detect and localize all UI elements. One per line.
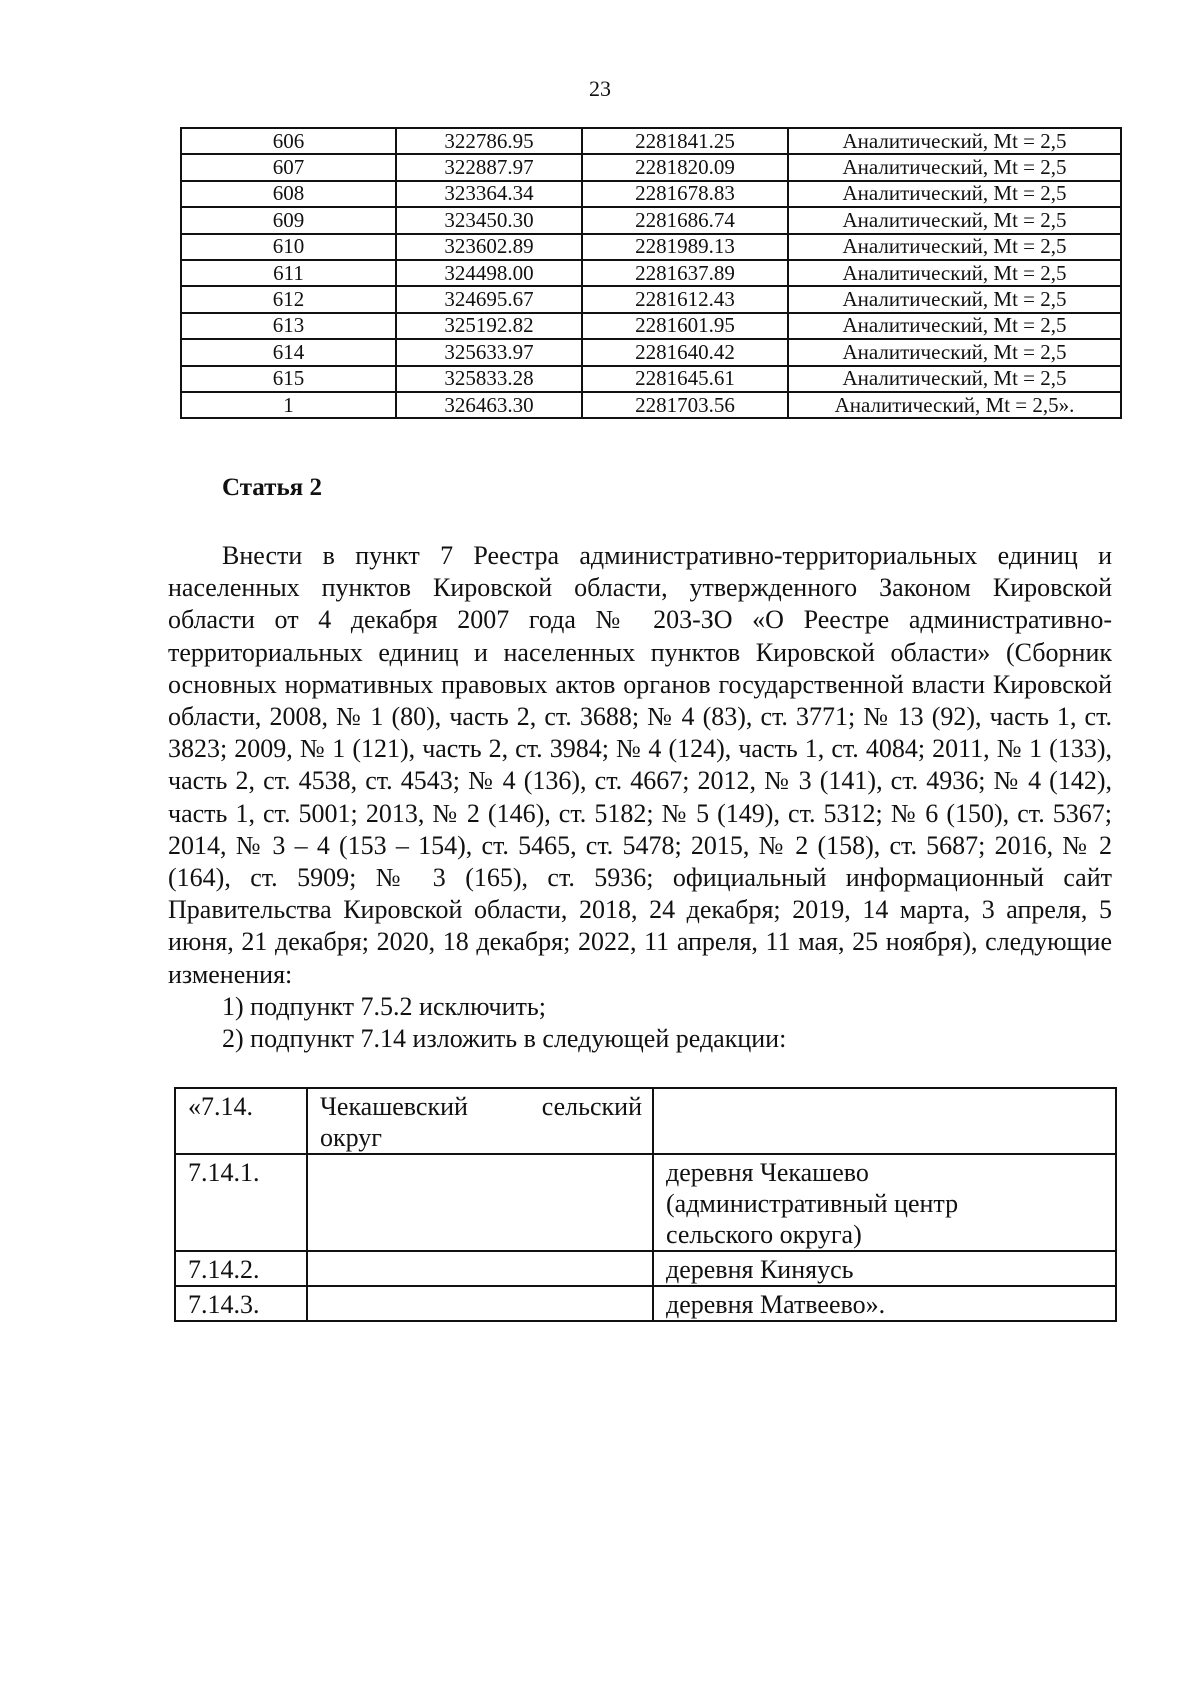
coordinate-y: 2281820.09 (582, 154, 788, 180)
settlement-name: деревня Чекашево (административный центр сельского округа) (653, 1154, 1116, 1251)
point-number: 610 (181, 234, 396, 260)
table-row (181, 154, 1121, 180)
method-accuracy: Аналитический, Mt = 2,5 (788, 154, 1121, 180)
coordinate-y: 2281645.61 (582, 366, 788, 392)
table-row (181, 366, 1121, 392)
amendment-item: 2) подпункт 7.14 изложить в следующей редакции: (222, 1024, 787, 1054)
point-number: 609 (181, 207, 396, 233)
coordinate-x: 325833.28 (396, 366, 582, 392)
coordinate-x: 326463.30 (396, 392, 582, 418)
coordinate-y: 2281678.83 (582, 181, 788, 207)
coordinate-y: 2281703.56 (582, 392, 788, 418)
method-accuracy: Аналитический, Mt = 2,5 (788, 286, 1121, 312)
coordinate-x: 324498.00 (396, 260, 582, 286)
table-row (181, 181, 1121, 207)
settlement-name: деревня Матвеево». (653, 1286, 1116, 1321)
article-title: Статья 2 (222, 474, 322, 501)
page-number: 23 (589, 76, 611, 101)
amendment-items (222, 991, 786, 1055)
table-row (175, 1251, 1116, 1286)
settlements-header-row (175, 1088, 1116, 1154)
coordinate-x: 323364.34 (396, 181, 582, 207)
district-name-part: округ (320, 1123, 382, 1152)
coordinate-y: 2281686.74 (582, 207, 788, 233)
settlement-code: 7.14.3. (175, 1286, 307, 1321)
method-accuracy: Аналитический, Mt = 2,5 (788, 181, 1121, 207)
point-number: 611 (181, 260, 396, 286)
coordinate-y: 2281612.43 (582, 286, 788, 312)
method-accuracy: Аналитический, Mt = 2,5 (788, 313, 1121, 339)
district-name-part: сельский (541, 1092, 642, 1121)
table-row (175, 1154, 1116, 1251)
method-accuracy: Аналитический, Mt = 2,5 (788, 260, 1121, 286)
table-row (181, 207, 1121, 233)
method-accuracy: Аналитический, Mt = 2,5 (788, 128, 1121, 154)
point-number: 613 (181, 313, 396, 339)
settlement-name: деревня Киняусь (653, 1251, 1116, 1286)
settlement-code: 7.14.1. (175, 1154, 307, 1251)
settlement-name (653, 1088, 1116, 1154)
point-number: 615 (181, 366, 396, 392)
settlement-district-name (307, 1251, 653, 1286)
settlement-code: 7.14.2. (175, 1251, 307, 1286)
table-row (181, 260, 1121, 286)
method-accuracy: Аналитический, Mt = 2,5 (788, 366, 1121, 392)
method-accuracy: Аналитический, Mt = 2,5 (788, 339, 1121, 365)
point-number: 608 (181, 181, 396, 207)
amendment-item: 1) подпункт 7.5.2 исключить; (222, 992, 546, 1021)
table-row (175, 1286, 1116, 1321)
article-body (168, 540, 1112, 991)
coordinate-x: 322887.97 (396, 154, 582, 180)
settlements-table (174, 1087, 1117, 1322)
settlement-district-name (307, 1088, 653, 1154)
coordinate-x: 325633.97 (396, 339, 582, 365)
coordinate-x: 325192.82 (396, 313, 582, 339)
method-accuracy: Аналитический, Mt = 2,5 (788, 234, 1121, 260)
coordinate-y: 2281640.42 (582, 339, 788, 365)
district-name-part: Чекашевский (320, 1092, 468, 1121)
table-row (181, 339, 1121, 365)
coordinate-x: 324695.67 (396, 286, 582, 312)
method-accuracy: Аналитический, Mt = 2,5 (788, 207, 1121, 233)
point-number: 614 (181, 339, 396, 365)
point-number: 1 (181, 392, 396, 418)
table-row (181, 128, 1121, 154)
table-row (181, 286, 1121, 312)
point-number: 612 (181, 286, 396, 312)
settlement-district-name (307, 1154, 653, 1251)
table-row (181, 392, 1121, 418)
table-row (181, 313, 1121, 339)
coordinates-table (180, 127, 1122, 419)
coordinate-y: 2281601.95 (582, 313, 788, 339)
coordinate-y: 2281989.13 (582, 234, 788, 260)
coordinate-x: 323602.89 (396, 234, 582, 260)
coordinate-x: 322786.95 (396, 128, 582, 154)
method-accuracy: Аналитический, Mt = 2,5». (788, 392, 1121, 418)
point-number: 606 (181, 128, 396, 154)
table-row (181, 234, 1121, 260)
settlement-district-name (307, 1286, 653, 1321)
coordinate-x: 323450.30 (396, 207, 582, 233)
coordinate-y: 2281841.25 (582, 128, 788, 154)
coordinate-y: 2281637.89 (582, 260, 788, 286)
point-number: 607 (181, 154, 396, 180)
article-paragraph: Внести в пункт 7 Реестра административно-территориальных единиц и населенных пунктов Кировской области, утвержденного Законом Кировской области от 4 декабря 2007 года № 203-ЗО «О Реестре административно-территориальных единиц и населенных пунктов Кировской области» (Сборник основных нормативных правовых актов органов государственной власти Кировской области, 2008, № 1 (80), часть 2, ст. 3688; № 4 (83), ст. 3771; № 13 (92), часть 1, ст. 3823; 2009, № 1 (121), часть 2, ст. 3984; № 4 (124), часть 1, ст. 4084; 2011, № 1 (133), часть 2, ст. 4538, ст. 4543; № 4 (136), ст. 4667; 2012, № 3 (141), ст. 4936; № 4 (142), часть 1, ст. 5001; 2013, № 2 (146), ст. 5182; № 5 (149), ст. 5312; № 6 (150), ст. 5367; 2014, № 3 – 4 (153 – 154), ст. 5465, ст. 5478; 2015, № 2 (158), ст. 5687; 2016, № 2 (164), ст. 5909; № 3 (165), ст. 5936; официальный информационный сайт Правительства Кировской области, 2018, 24 декабря; 2019, 14 марта, 3 апреля, 5 июня, 21 декабря; 2020, 18 декабря; 2022, 11 апреля, 11 мая, 25 ноября), следующие изменения: (168, 541, 1112, 989)
settlement-code: «7.14. (175, 1088, 307, 1154)
